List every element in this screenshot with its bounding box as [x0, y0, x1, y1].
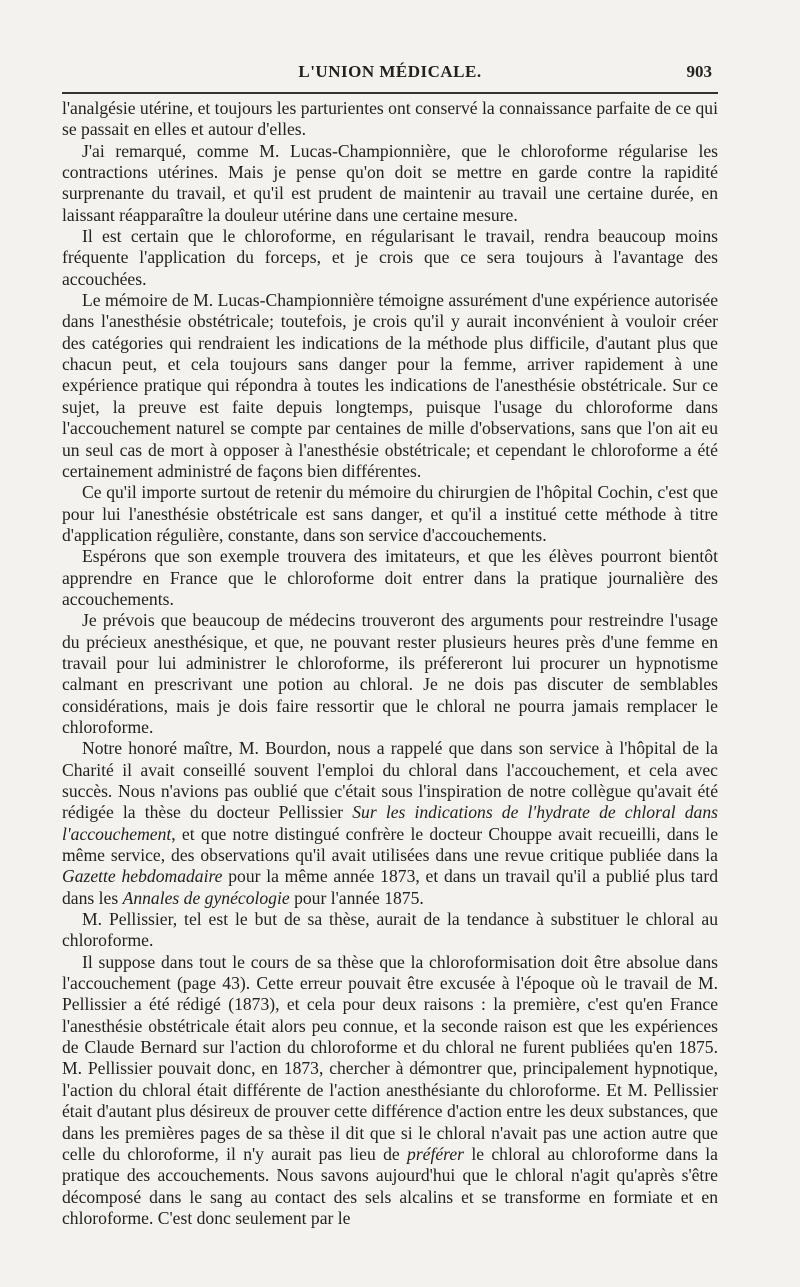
italic-title: Sur les indications de l'hydrate de chloral dans l'accouchement	[62, 802, 718, 844]
journal-title: L'UNION MÉDICALE.	[298, 62, 482, 81]
text-run: Ce qu'il importe surtout de retenir du mémoire du chirurgien de l'hôpital Cochin, c'est que pour lui l'anesthésie obstétricale est sans danger, et qu'il a institué cette méthode à titre d'application régulière, constante, dans son service d'accouchements.	[62, 482, 718, 545]
header-rule	[62, 92, 718, 94]
italic-title: Gazette hebdomadaire	[62, 866, 223, 887]
page-number: 903	[686, 62, 712, 81]
text-run: M. Pellissier, tel est le but de sa thèse, aurait de la tendance à substituer le chloral au chloroforme.	[62, 909, 718, 951]
text-run: J'ai remarqué, comme M. Lucas-Championnière, que le chloroforme régularise les contractions utérines. Mais je pense qu'on doit se mettre en garde contre la rapidité surprenante du travail, et qu'il est prudent de maintenir au travail une certaine durée, en laissant réapparaître la douleur utérine dans une certaine mesure.	[62, 140, 718, 225]
paragraph-p6	[62, 546, 718, 610]
paragraph-p7	[62, 610, 718, 738]
italic-title: préférer	[407, 1143, 465, 1164]
text-run: Espérons que son exemple trouvera des imitateurs, et que les élèves pourront bientôt apprendre en France que le chloroforme doit entrer dans la pratique journalière des accouchements.	[62, 546, 718, 609]
text-run: pour l'année 1875.	[289, 887, 424, 908]
paragraph-p5	[62, 482, 718, 546]
paragraph-p10	[62, 952, 718, 1229]
paragraph-p8	[62, 738, 718, 909]
text-run: Il est certain que le chloroforme, en régularisant le travail, rendra beaucoup moins fréquente l'application du forceps, et je crois que ce sera toujours à l'avantage des accouchées.	[62, 226, 718, 289]
text-run: le chloral au chloroforme dans la pratique des accouchements. Nous savons aujourd'hui que le chloral n'agit qu'après s'être décomposé dans le sang au contact des sels alcalins et se transforme en formiate et en chloroforme. C'est donc seulement par le	[62, 1143, 718, 1228]
paragraph-p1	[62, 98, 718, 141]
paragraph-p2	[62, 141, 718, 226]
paragraph-p9	[62, 909, 718, 952]
running-header	[62, 62, 718, 86]
text-run: Il suppose dans tout le cours de sa thèse que la chloroformisation doit être absolue dans l'accouchement (page 43). Cette erreur pouvait être excusée à l'époque où le travail de M. Pellissier a été rédigé (1873), et cela pour deux raisons : la première, c'est qu'en France l'anesthésie obstétricale était alors peu connue, et la seconde raison est que les expériences de Claude Bernard sur l'action du chloroforme et du chloral ne furent publiées qu'en 1875. M. Pellissier pouvait donc, en 1873, chercher à démontrer que, principalement hypnotique, l'action du chloral était différente de l'action anesthésiante du chloroforme. Et M. Pellissier était d'autant plus désireux de prouver cette différence d'action entre les deux substances, que dans les premières pages de sa thèse il dit que si le chloral n'avait pas une action autre que celle du chloroforme, il n'y aurait pas lieu de	[62, 951, 718, 1164]
text-run: , et que notre distingué confrère le docteur Chouppe avait recueilli, dans le même service, des observations qu'il avait utilisées dans une revue critique publiée dans la	[62, 823, 718, 866]
body-text	[62, 98, 718, 1229]
italic-title: Annales de gynécologie	[122, 887, 290, 908]
text-run: Je prévois que beaucoup de médecins trouveront des arguments pour restreindre l'usage du précieux anesthésique, et que, ne pouvant rester plusieurs heures près d'une femme en travail pour lui administrer le chloroforme, ils préfereront lui procurer un hypnotisme calmant en prescrivant une potion au chloral. Je ne dois pas discuter de semblables considérations, mais je dois faire ressortir que le chloral ne pourra jamais remplacer le chloroforme.	[62, 610, 718, 737]
text-run: Le mémoire de M. Lucas-Championnière témoigne assurément d'une expérience autorisée dans l'anesthésie obstétricale; toutefois, je crois qu'il y aurait inconvénient à vouloir créer des catégories qui rendraient les indications de la méthode plus difficile, d'autant plus que chacun peut, et cela toujours sans danger pour la femme, arriver rapidement à une expérience pratique qui répondra à toutes les indications de l'anesthésie obstétricale. Sur ce sujet, la preuve est faite depuis longtemps, puisque l'usage du chloroforme dans l'accouchement naturel se compte par centaines de mille d'observations, sans que l'on ait eu un seul cas de mort à opposer à l'anesthésie obstétricale; et cependant le chloroforme a été certainement administré de façons bien différentes.	[62, 290, 718, 481]
text-run: l'analgésie utérine, et toujours les parturientes ont conservé la connaissance parfaite de ce qui se passait en elles et autour d'elles.	[62, 98, 718, 140]
paragraph-p3	[62, 226, 718, 290]
paragraph-p4	[62, 290, 718, 482]
text-run: Notre honoré maître, M. Bourdon, nous a rappelé que dans son service à l'hôpital de la Charité il avait conseillé souvent l'emploi du chloral dans l'accouchement, et cela avec succès. Nous n'avions pas oublié que c'était sous l'inspiration de notre collègue qu'avait été rédigée la thèse du docteur Pellissier	[62, 738, 718, 823]
text-run: pour la même année 1873, et dans un travail qu'il a publié plus tard dans les	[62, 866, 718, 908]
